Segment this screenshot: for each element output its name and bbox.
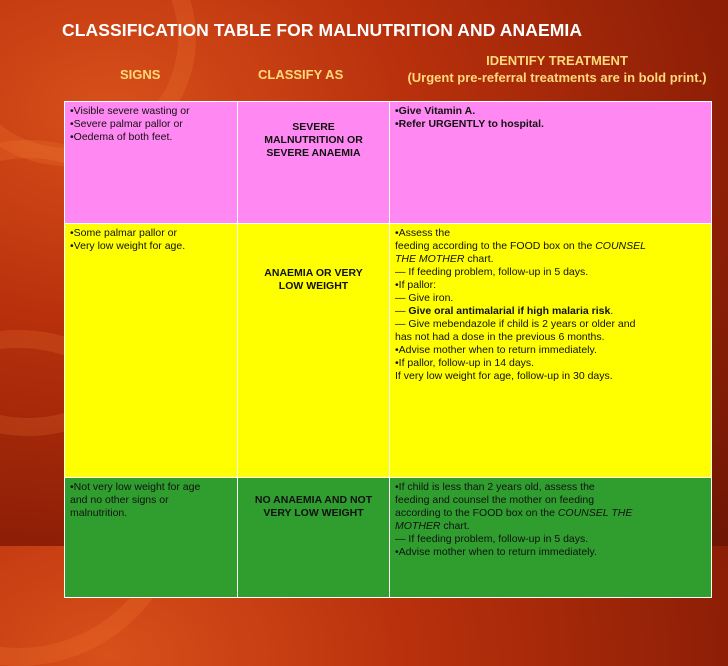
treatment-item: — If feeding problem, follow-up in 5 days. bbox=[395, 266, 589, 278]
treatment-cell bbox=[390, 224, 712, 478]
sign-item: •Some palmar pallor or bbox=[70, 227, 177, 239]
table-row-no-anaemia bbox=[65, 478, 712, 598]
classification-label: LOW WEIGHT bbox=[278, 280, 349, 292]
classification-label: SEVERE ANAEMIA bbox=[266, 147, 361, 159]
classification-table bbox=[64, 101, 712, 598]
sign-item: •Oedema of both feet. bbox=[70, 131, 173, 143]
classification-label: MALNUTRITION OR bbox=[264, 134, 363, 146]
classification-label: NO ANAEMIA AND NOT bbox=[254, 494, 373, 506]
treatment-cell bbox=[390, 102, 712, 224]
treatment-item: •Give Vitamin A. bbox=[395, 105, 476, 117]
treatment-cell bbox=[390, 478, 712, 598]
column-header-treatment bbox=[392, 52, 722, 86]
sign-item: •Severe palmar pallor or bbox=[70, 118, 183, 130]
treatment-item: according to the FOOD box on the COUNSEL THE bbox=[395, 507, 633, 519]
classification-label: VERY LOW WEIGHT bbox=[263, 507, 364, 519]
sign-item: •Not very low weight for age bbox=[70, 481, 201, 493]
treatment-item: — If feeding problem, follow-up in 5 days. bbox=[395, 533, 589, 545]
signs-cell bbox=[65, 102, 238, 224]
treatment-item: — Give iron. bbox=[395, 292, 454, 304]
treatment-item: •Refer URGENTLY to hospital. bbox=[395, 118, 544, 130]
treatment-item: •Advise mother when to return immediately. bbox=[395, 546, 597, 558]
sign-item: •Visible severe wasting or bbox=[70, 105, 190, 117]
slide-title: CLASSIFICATION TABLE FOR MALNUTRITION AND ANAEMIA bbox=[62, 20, 583, 40]
sign-item: and no other signs or bbox=[70, 494, 169, 506]
table-row-severe bbox=[65, 102, 712, 224]
signs-cell bbox=[65, 478, 238, 598]
treatment-header-line2: (Urgent pre-referral treatments are in bold print.) bbox=[407, 70, 707, 85]
treatment-item: THE MOTHER chart. bbox=[395, 253, 494, 265]
treatment-item: •If pallor: bbox=[395, 279, 437, 291]
classify-cell bbox=[238, 478, 390, 598]
treatment-item: — Give oral antimalarial if high malaria risk. bbox=[395, 305, 614, 317]
treatment-item: has not had a dose in the previous 6 months. bbox=[395, 331, 605, 343]
treatment-header-line1: IDENTIFY TREATMENT bbox=[486, 53, 628, 68]
treatment-item: •If child is less than 2 years old, assess the bbox=[395, 481, 595, 493]
treatment-item: •Advise mother when to return immediately. bbox=[395, 344, 597, 356]
classification-label: SEVERE bbox=[292, 121, 335, 133]
treatment-item: feeding according to the FOOD box on the COUNSEL bbox=[395, 240, 646, 252]
treatment-item: MOTHER chart. bbox=[395, 520, 470, 532]
treatment-item: •Assess the bbox=[395, 227, 451, 239]
classification-label: ANAEMIA OR VERY bbox=[264, 267, 363, 279]
treatment-item: •If pallor, follow-up in 14 days. bbox=[395, 357, 535, 369]
classify-cell bbox=[238, 102, 390, 224]
sign-item: •Very low weight for age. bbox=[70, 240, 186, 252]
sign-item: malnutrition. bbox=[70, 507, 128, 519]
treatment-item: — Give mebendazole if child is 2 years or older and bbox=[395, 318, 636, 330]
signs-cell bbox=[65, 224, 238, 478]
classify-cell bbox=[238, 224, 390, 478]
table-row-anaemia bbox=[65, 224, 712, 478]
column-header-signs: SIGNS bbox=[120, 67, 161, 82]
column-header-classify: CLASSIFY AS bbox=[258, 67, 344, 82]
treatment-item: feeding and counsel the mother on feeding bbox=[395, 494, 595, 506]
treatment-item: If very low weight for age, follow-up in 30 days. bbox=[395, 370, 613, 382]
